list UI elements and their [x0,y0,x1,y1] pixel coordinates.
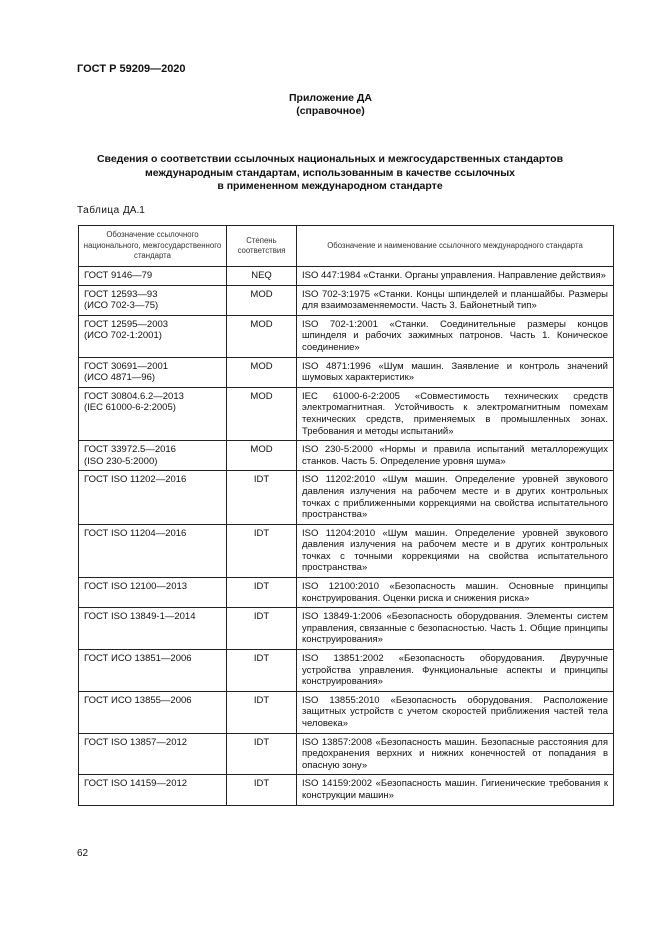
cell-degree: IDT [227,691,297,733]
standards-table [78,225,614,806]
cell-national-standard [79,578,227,608]
cell-national-standard [79,733,227,775]
cell-international-standard: ISO 11202:2010 «Шум машин. Определение уровней звукового давления излучения на рабочем месте и в других контрольных точках с приближенными коррекциями на свойства испытательного пространства» [297,471,614,524]
national-standard-code: ГОСТ ИСО 13851—2006 [84,653,192,665]
cell-national-standard [79,650,227,692]
table-row [79,267,614,286]
appendix-block [0,92,661,118]
cell-international-standard: ISO 4871:1996 «Шум машин. Заявление и контроль значений шумовых характеристик» [297,357,614,387]
cell-international-standard: ISO 230-5:2000 «Нормы и правила испытаний металлорежущих станков. Часть 5. Определение уровня шума» [297,441,614,471]
table-row [79,441,614,471]
cell-national-standard [79,315,227,357]
cell-national-standard [79,471,227,524]
national-standard-equivalent: (ИСО 4871—96) [84,372,156,384]
heading-line-3: в примененном международном стандарте [217,180,443,192]
cell-international-standard: ISO 447:1984 «Станки. Органы управления. Направление действия» [297,267,614,286]
page-number: 62 [77,848,89,859]
cell-degree: IDT [227,471,297,524]
table-row [79,775,614,805]
cell-international-standard: ISO 702-1:2001 «Станки. Соединительные размеры концов шпинделя и рабочих зажимных патронов. Часть 1. Коническое соединение» [297,315,614,357]
table-row [79,471,614,524]
cell-degree: MOD [227,315,297,357]
cell-international-standard: ISO 13855:2010 «Безопасность оборудования. Расположение защитных устройств с учетом скоростей приближения частей тела человека» [297,691,614,733]
appendix-subtitle: (справочное) [296,105,365,117]
national-standard-equivalent: (ИСО 702-3—75) [84,300,159,312]
table-row [79,608,614,650]
column-header-international: Обозначение и наименование ссылочного международного стандарта [297,226,614,267]
table-row [79,285,614,315]
cell-national-standard [79,357,227,387]
document-code: ГОСТ Р 59209—2020 [77,63,186,75]
cell-degree: MOD [227,357,297,387]
cell-international-standard: ISO 12100:2010 «Безопасность машин. Основные принципы конструирования. Оценки риска и снижения риска» [297,578,614,608]
table-header-row [79,226,614,267]
cell-degree: IDT [227,775,297,805]
cell-national-standard [79,775,227,805]
national-standard-code: ГОСТ ИСО 13855—2006 [84,694,192,706]
national-standard-code: ГОСТ 12593—93 [84,288,158,300]
national-standard-code: ГОСТ 30691—2001 [84,360,169,372]
national-standard-code: ГОСТ 9146—79 [84,270,153,281]
cell-degree: MOD [227,285,297,315]
national-standard-code: ГОСТ 30804.6.2—2013 [84,390,184,402]
national-standard-code: ГОСТ ISO 12100—2013 [84,581,188,593]
cell-international-standard: IEC 61000-6-2:2005 «Совместимость технических средств электромагнитная. Устойчивость к электромагнитным помехам технических средств, применяемых в промышленных зонах. Требования и методы испытаний» [297,387,614,440]
national-standard-code: ГОСТ ISO 11202—2016 [84,474,187,486]
cell-degree: IDT [227,650,297,692]
cell-international-standard: ISO 11204:2010 «Шум машин. Определение уровней звукового давления излучения на рабочем месте и в других контрольных точках с точными коррекциями на свойства испытательного пространства» [297,524,614,577]
cell-national-standard [79,387,227,440]
national-standard-equivalent: (IEC 61000-6-2:2005) [84,402,176,414]
appendix-title: Приложение ДА [289,92,372,104]
national-standard-code: ГОСТ ISO 13849-1—2014 [84,611,196,623]
national-standard-equivalent: (ISO 230-5:2000) [84,455,158,467]
table-caption [77,205,145,216]
cell-international-standard: ISO 14159:2002 «Безопасность машин. Гигиенические требования к конструкции машин» [297,775,614,805]
table-row [79,733,614,775]
table-caption-word: Таблица [77,205,120,216]
heading-line-1: Сведения о соответствии ссылочных национальных и межгосударственных стандартов [96,153,564,165]
national-standard-code: ГОСТ 33972.5—2016 [84,444,176,456]
cell-degree: MOD [227,441,297,471]
national-standard-code: ГОСТ ISO 11204—2016 [84,527,187,539]
column-header-degree: Степень соответствия [227,226,297,267]
table-row [79,691,614,733]
cell-degree: IDT [227,578,297,608]
table-row [79,524,614,577]
table-caption-number: ДА.1 [123,205,145,216]
cell-international-standard: ISO 13851:2002 «Безопасность оборудования. Двуручные устройства управления. Функциональные аспекты и принципы конструирования» [297,650,614,692]
heading-line-2: международным стандартам, использованным в качестве ссылочных [144,166,515,179]
table-row [79,578,614,608]
cell-degree: IDT [227,608,297,650]
cell-degree: MOD [227,387,297,440]
national-standard-code: ГОСТ ISO 14159—2012 [84,778,188,790]
cell-national-standard [79,441,227,471]
column-header-national: Обозначение ссылочного национального, межгосударственного стандарта [79,226,227,267]
cell-degree: NEQ [227,267,297,286]
cell-international-standard: ISO 13849-1:2006 «Безопасность оборудования. Элементы систем управления, связанные с безопасностью. Часть 1. Общие принципы конструирования» [297,608,614,650]
national-standard-code: ГОСТ ISO 13857—2012 [84,736,188,748]
table-row [79,650,614,692]
national-standard-code: ГОСТ 12595—2003 [84,318,169,330]
cell-international-standard: ISO 13857:2008 «Безопасность машин. Безопасные расстояния для предохранения верхних и нижних конечностей от попадания в опасную зону» [297,733,614,775]
table-row [79,387,614,440]
table-row [79,357,614,387]
cell-national-standard [79,267,227,286]
cell-international-standard: ISO 702-3:1975 «Станки. Концы шпинделей и планшайбы. Размеры для взаимозаменяемости. Часть 3. Байонетный тип» [297,285,614,315]
cell-national-standard [79,285,227,315]
section-heading [60,153,600,194]
cell-degree: IDT [227,733,297,775]
cell-national-standard [79,691,227,733]
national-standard-equivalent: (ИСО 702-1:2001) [84,330,162,342]
cell-degree: IDT [227,524,297,577]
table-row [79,315,614,357]
cell-national-standard [79,608,227,650]
cell-national-standard [79,524,227,577]
